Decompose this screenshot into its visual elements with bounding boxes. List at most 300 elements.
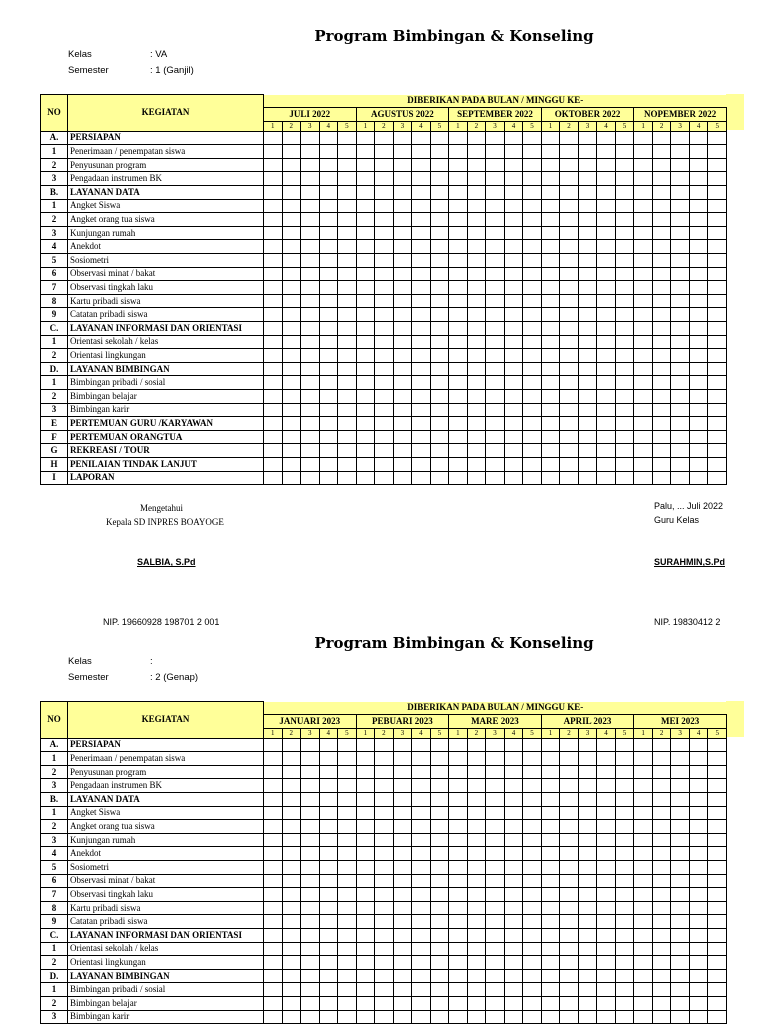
schedule-cell — [634, 847, 653, 861]
schedule-cell — [375, 901, 394, 915]
schedule-cell — [282, 820, 301, 834]
schedule-cell — [504, 403, 523, 417]
schedule-cell — [523, 765, 542, 779]
schedule-cell — [375, 833, 394, 847]
schedule-cell — [708, 349, 727, 363]
schedule-cell — [393, 847, 412, 861]
week-number: 5 — [615, 121, 634, 131]
schedule-cell — [467, 752, 486, 766]
schedule-cell — [634, 956, 653, 970]
schedule-cell — [467, 430, 486, 444]
schedule-cell — [467, 983, 486, 997]
schedule-cell — [412, 874, 431, 888]
week-number: 3 — [671, 728, 690, 738]
schedule-cell — [634, 254, 653, 268]
schedule-cell — [356, 131, 375, 145]
table-row — [41, 457, 727, 471]
schedule-cell — [449, 186, 468, 200]
schedule-cell — [393, 471, 412, 485]
schedule-cell — [541, 888, 560, 902]
schedule-cell — [467, 806, 486, 820]
schedule-cell — [671, 226, 690, 240]
row-number: 9 — [41, 308, 68, 322]
schedule-cell — [652, 471, 671, 485]
schedule-cell — [430, 996, 449, 1010]
week-number: 4 — [597, 728, 616, 738]
schedule-cell — [393, 308, 412, 322]
schedule-cell — [412, 942, 431, 956]
schedule-cell — [541, 915, 560, 929]
schedule-cell — [652, 738, 671, 752]
schedule-cell — [412, 199, 431, 213]
row-number: I — [41, 471, 68, 485]
schedule-cell — [375, 213, 394, 227]
row-number: 1 — [41, 199, 68, 213]
schedule-cell — [282, 281, 301, 295]
schedule-cell — [671, 199, 690, 213]
schedule-cell — [264, 752, 283, 766]
schedule-cell — [412, 983, 431, 997]
row-number: 7 — [41, 281, 68, 295]
semester-label: Semester — [68, 65, 109, 76]
schedule-cell — [523, 403, 542, 417]
schedule-cell — [708, 213, 727, 227]
schedule-cell — [541, 186, 560, 200]
schedule-cell — [393, 403, 412, 417]
schedule-cell — [560, 779, 579, 793]
schedule-cell — [578, 752, 597, 766]
schedule-cell — [523, 240, 542, 254]
schedule-cell — [652, 444, 671, 458]
schedule-cell — [578, 254, 597, 268]
schedule-cell — [615, 833, 634, 847]
schedule-cell — [338, 983, 357, 997]
schedule-cell — [393, 240, 412, 254]
schedule-cell — [560, 403, 579, 417]
schedule-cell — [560, 186, 579, 200]
schedule-cell — [671, 969, 690, 983]
schedule-cell — [541, 389, 560, 403]
schedule-cell — [615, 158, 634, 172]
program-table-2 — [40, 701, 727, 1024]
schedule-cell — [467, 362, 486, 376]
schedule-cell — [412, 820, 431, 834]
row-number: 4 — [41, 847, 68, 861]
schedule-cell — [560, 820, 579, 834]
schedule-cell — [578, 1010, 597, 1024]
schedule-cell — [301, 996, 320, 1010]
schedule-cell — [430, 322, 449, 336]
schedule-cell — [597, 738, 616, 752]
activity-label: Penyusunan program — [68, 765, 264, 779]
schedule-cell — [597, 820, 616, 834]
schedule-cell — [282, 430, 301, 444]
schedule-cell — [689, 213, 708, 227]
table-row — [41, 861, 727, 875]
week-number: 5 — [430, 728, 449, 738]
schedule-cell — [486, 996, 505, 1010]
schedule-cell — [578, 929, 597, 943]
table-row — [41, 806, 727, 820]
schedule-cell — [356, 444, 375, 458]
schedule-cell — [393, 294, 412, 308]
schedule-cell — [393, 172, 412, 186]
schedule-cell — [504, 888, 523, 902]
schedule-cell — [301, 199, 320, 213]
row-number: 1 — [41, 752, 68, 766]
schedule-cell — [430, 213, 449, 227]
table-row — [41, 430, 727, 444]
schedule-cell — [449, 806, 468, 820]
schedule-cell — [282, 765, 301, 779]
schedule-cell — [523, 874, 542, 888]
schedule-cell — [486, 915, 505, 929]
schedule-cell — [708, 172, 727, 186]
schedule-cell — [338, 240, 357, 254]
kepala-sekolah-name: SALBIA, S.Pd — [137, 557, 196, 567]
schedule-cell — [393, 362, 412, 376]
schedule-cell — [430, 362, 449, 376]
schedule-cell — [430, 471, 449, 485]
schedule-cell — [523, 213, 542, 227]
schedule-cell — [467, 996, 486, 1010]
schedule-cell — [578, 403, 597, 417]
row-number: 3 — [41, 403, 68, 417]
schedule-cell — [319, 1010, 338, 1024]
schedule-cell — [467, 1010, 486, 1024]
schedule-cell — [504, 417, 523, 431]
schedule-cell — [708, 308, 727, 322]
schedule-cell — [597, 376, 616, 390]
schedule-cell — [449, 833, 468, 847]
schedule-cell — [689, 362, 708, 376]
schedule-cell — [301, 471, 320, 485]
schedule-cell — [375, 389, 394, 403]
week-number: 1 — [356, 121, 375, 131]
schedule-cell — [615, 457, 634, 471]
row-number: B. — [41, 793, 68, 807]
schedule-cell — [338, 793, 357, 807]
schedule-cell — [634, 806, 653, 820]
schedule-cell — [597, 956, 616, 970]
schedule-cell — [615, 267, 634, 281]
schedule-cell — [560, 131, 579, 145]
schedule-cell — [541, 417, 560, 431]
schedule-cell — [486, 172, 505, 186]
schedule-cell — [412, 444, 431, 458]
schedule-cell — [393, 942, 412, 956]
week-number: 2 — [282, 121, 301, 131]
schedule-cell — [708, 806, 727, 820]
schedule-cell — [560, 417, 579, 431]
schedule-cell — [449, 738, 468, 752]
schedule-cell — [689, 444, 708, 458]
schedule-cell — [264, 820, 283, 834]
schedule-cell — [375, 430, 394, 444]
table-row — [41, 996, 727, 1010]
schedule-cell — [671, 861, 690, 875]
schedule-cell — [541, 131, 560, 145]
schedule-cell — [708, 226, 727, 240]
schedule-cell — [467, 457, 486, 471]
week-number: 4 — [319, 728, 338, 738]
schedule-cell — [467, 738, 486, 752]
schedule-cell — [301, 806, 320, 820]
schedule-cell — [523, 793, 542, 807]
schedule-cell — [449, 793, 468, 807]
schedule-cell — [282, 362, 301, 376]
schedule-cell — [430, 186, 449, 200]
schedule-cell — [282, 752, 301, 766]
schedule-cell — [338, 172, 357, 186]
schedule-cell — [467, 820, 486, 834]
schedule-cell — [375, 362, 394, 376]
schedule-cell — [652, 417, 671, 431]
schedule-cell — [301, 915, 320, 929]
schedule-cell — [708, 983, 727, 997]
schedule-cell — [430, 158, 449, 172]
activity-label: Observasi tingkah laku — [68, 281, 264, 295]
table-row — [41, 172, 727, 186]
table-row — [41, 901, 727, 915]
schedule-cell — [541, 983, 560, 997]
schedule-cell — [375, 199, 394, 213]
month-header: NOPEMBER 2022 — [634, 108, 727, 122]
schedule-cell — [319, 793, 338, 807]
schedule-cell — [467, 969, 486, 983]
schedule-cell — [338, 915, 357, 929]
row-number: 1 — [41, 983, 68, 997]
table-row — [41, 158, 727, 172]
schedule-cell — [449, 1010, 468, 1024]
schedule-cell — [504, 362, 523, 376]
schedule-cell — [634, 158, 653, 172]
schedule-cell — [578, 322, 597, 336]
schedule-cell — [301, 956, 320, 970]
schedule-cell — [412, 915, 431, 929]
schedule-cell — [338, 322, 357, 336]
schedule-cell — [486, 888, 505, 902]
schedule-cell — [708, 457, 727, 471]
schedule-cell — [578, 806, 597, 820]
schedule-cell — [356, 335, 375, 349]
schedule-cell — [504, 765, 523, 779]
schedule-cell — [671, 915, 690, 929]
schedule-cell — [301, 929, 320, 943]
schedule-cell — [430, 956, 449, 970]
schedule-cell — [338, 389, 357, 403]
schedule-cell — [412, 888, 431, 902]
schedule-cell — [597, 444, 616, 458]
activity-label: Anekdot — [68, 847, 264, 861]
schedule-cell — [356, 281, 375, 295]
schedule-cell — [689, 929, 708, 943]
schedule-cell — [467, 294, 486, 308]
schedule-cell — [652, 322, 671, 336]
schedule-cell — [467, 765, 486, 779]
schedule-cell — [301, 779, 320, 793]
schedule-cell — [689, 901, 708, 915]
schedule-cell — [264, 294, 283, 308]
schedule-cell — [467, 240, 486, 254]
schedule-cell — [652, 362, 671, 376]
schedule-cell — [338, 362, 357, 376]
schedule-cell — [430, 376, 449, 390]
schedule-cell — [486, 199, 505, 213]
schedule-cell — [634, 820, 653, 834]
schedule-cell — [689, 793, 708, 807]
schedule-cell — [412, 389, 431, 403]
schedule-cell — [615, 376, 634, 390]
schedule-cell — [652, 901, 671, 915]
schedule-cell — [486, 294, 505, 308]
schedule-cell — [689, 145, 708, 159]
schedule-cell — [356, 969, 375, 983]
schedule-cell — [356, 833, 375, 847]
schedule-cell — [578, 901, 597, 915]
schedule-cell — [671, 158, 690, 172]
schedule-cell — [301, 444, 320, 458]
row-number: 3 — [41, 226, 68, 240]
row-number: 6 — [41, 874, 68, 888]
schedule-cell — [689, 335, 708, 349]
schedule-cell — [319, 349, 338, 363]
schedule-cell — [467, 376, 486, 390]
row-number: D. — [41, 969, 68, 983]
schedule-cell — [578, 267, 597, 281]
schedule-cell — [467, 833, 486, 847]
month-header: PEBUARI 2023 — [356, 715, 449, 729]
schedule-cell — [375, 738, 394, 752]
schedule-cell — [671, 186, 690, 200]
schedule-cell — [634, 281, 653, 295]
schedule-cell — [578, 240, 597, 254]
schedule-cell — [523, 131, 542, 145]
schedule-cell — [560, 929, 579, 943]
week-number: 2 — [560, 121, 579, 131]
schedule-cell — [523, 158, 542, 172]
activity-label: Sosiometri — [68, 254, 264, 268]
schedule-cell — [338, 254, 357, 268]
row-number: 2 — [41, 158, 68, 172]
schedule-cell — [671, 820, 690, 834]
week-number: 3 — [393, 121, 412, 131]
schedule-cell — [504, 254, 523, 268]
month-header: APRIL 2023 — [541, 715, 634, 729]
schedule-cell — [671, 752, 690, 766]
schedule-cell — [689, 861, 708, 875]
schedule-cell — [430, 240, 449, 254]
schedule-cell — [560, 471, 579, 485]
header-fill-2 — [726, 701, 744, 737]
kelas-label: Kelas — [68, 49, 92, 60]
schedule-cell — [412, 833, 431, 847]
schedule-cell — [449, 267, 468, 281]
schedule-cell — [634, 444, 653, 458]
schedule-cell — [319, 738, 338, 752]
schedule-cell — [634, 294, 653, 308]
schedule-cell — [412, 471, 431, 485]
schedule-cell — [356, 199, 375, 213]
schedule-cell — [282, 929, 301, 943]
schedule-cell — [356, 471, 375, 485]
schedule-cell — [689, 417, 708, 431]
schedule-cell — [634, 996, 653, 1010]
schedule-cell — [301, 322, 320, 336]
schedule-cell — [356, 738, 375, 752]
schedule-cell — [708, 322, 727, 336]
schedule-cell — [597, 281, 616, 295]
schedule-cell — [338, 847, 357, 861]
schedule-cell — [449, 874, 468, 888]
schedule-cell — [430, 752, 449, 766]
table-row — [41, 254, 727, 268]
schedule-cell — [301, 267, 320, 281]
schedule-cell — [319, 471, 338, 485]
schedule-cell — [560, 752, 579, 766]
schedule-cell — [356, 956, 375, 970]
schedule-cell — [523, 942, 542, 956]
week-number: 1 — [264, 121, 283, 131]
schedule-cell — [652, 765, 671, 779]
schedule-cell — [375, 131, 394, 145]
schedule-cell — [560, 444, 579, 458]
schedule-cell — [264, 806, 283, 820]
schedule-cell — [615, 752, 634, 766]
row-number: 2 — [41, 996, 68, 1010]
schedule-cell — [504, 833, 523, 847]
schedule-cell — [375, 471, 394, 485]
schedule-cell — [597, 765, 616, 779]
schedule-cell — [560, 765, 579, 779]
semester-label-2: Semester — [68, 672, 109, 683]
schedule-cell — [338, 888, 357, 902]
activity-label: PERTEMUAN GURU /KARYAWAN — [68, 417, 264, 431]
schedule-cell — [578, 444, 597, 458]
schedule-cell — [301, 281, 320, 295]
schedule-cell — [338, 901, 357, 915]
schedule-cell — [449, 765, 468, 779]
schedule-cell — [430, 738, 449, 752]
schedule-cell — [449, 240, 468, 254]
schedule-cell — [301, 969, 320, 983]
schedule-cell — [467, 199, 486, 213]
schedule-cell — [597, 929, 616, 943]
schedule-cell — [375, 322, 394, 336]
schedule-cell — [301, 847, 320, 861]
col-no-header: NO — [41, 95, 68, 132]
schedule-cell — [412, 172, 431, 186]
schedule-cell — [634, 267, 653, 281]
schedule-cell — [393, 131, 412, 145]
schedule-cell — [338, 996, 357, 1010]
page-title-2: Program Bimbingan & Konseling — [314, 634, 594, 652]
schedule-cell — [430, 254, 449, 268]
schedule-cell — [412, 145, 431, 159]
schedule-cell — [356, 430, 375, 444]
schedule-cell — [578, 294, 597, 308]
schedule-cell — [541, 820, 560, 834]
activity-label: LAYANAN BIMBINGAN — [68, 362, 264, 376]
schedule-cell — [541, 145, 560, 159]
week-number: 2 — [375, 121, 394, 131]
schedule-cell — [449, 362, 468, 376]
row-number: 3 — [41, 1010, 68, 1024]
schedule-cell — [504, 738, 523, 752]
schedule-cell — [652, 888, 671, 902]
schedule-cell — [597, 213, 616, 227]
schedule-cell — [671, 793, 690, 807]
